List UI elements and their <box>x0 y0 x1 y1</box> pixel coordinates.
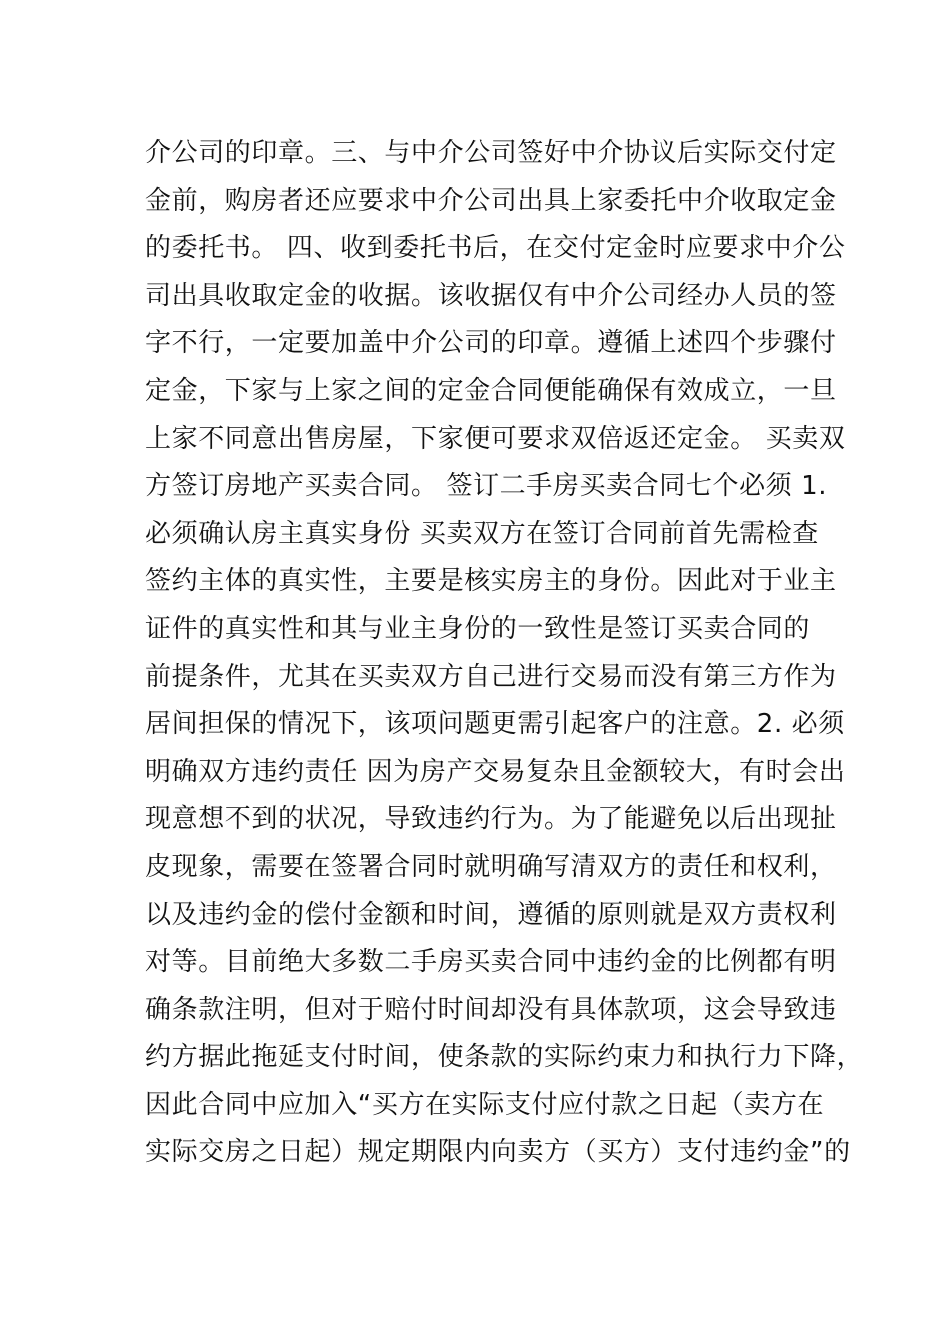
text-line: 皮现象，需要在签署合同时就明确写清双方的责任和权利， <box>145 851 837 882</box>
text-line: 因此合同中应加入“买方在实际支付应付款之日起（卖方在 <box>145 1089 825 1120</box>
text-line: 上家不同意出售房屋，下家便可要求双倍返还定金。 买卖双 <box>145 423 846 454</box>
text-line: 前提条件，尤其在买卖双方自己进行交易而没有第三方作为 <box>145 661 837 692</box>
text-line: 居间担保的情况下，该项问题更需引起客户的注意。2. 必须 <box>145 709 845 740</box>
text-line: 介公司的印章。三、与中介公司签好中介协议后实际交付定 <box>145 138 837 168</box>
text-line: 司出具收取定金的收据。该收据仅有中介公司经办人员的签 <box>145 280 837 311</box>
text-line: 以及违约金的偿付金额和时间，遵循的原则就是双方责权利 <box>145 899 837 930</box>
text-line: 必须确认房主真实身份 买卖双方在签订合同前首先需检查 <box>145 518 819 549</box>
text-line: 对等。目前绝大多数二手房买卖合同中违约金的比例都有明 <box>145 947 837 978</box>
text-line: 签约主体的真实性，主要是核实房主的身份。因此对于业主 <box>145 566 837 597</box>
text-line: 金前，购房者还应要求中介公司出具上家委托中介收取定金 <box>145 185 837 216</box>
text-line: 约方据此拖延支付时间，使条款的实际约束力和执行力下降， <box>145 1042 864 1073</box>
text-line: 明确双方违约责任 因为房产交易复杂且金额较大，有时会出 <box>145 756 846 787</box>
text-line: 实际交房之日起）规定期限内向卖方（买方）支付违约金”的 <box>145 1137 851 1168</box>
text-line: 字不行，一定要加盖中介公司的印章。遵循上述四个步骤付 <box>145 328 837 359</box>
text-line: 确条款注明，但对于赔付时间却没有具体款项，这会导致违 <box>145 994 837 1025</box>
text-line: 方签订房地产买卖合同。 签订二手房买卖合同七个必须 1. <box>145 471 828 502</box>
text-line: 的委托书。 四、收到委托书后，在交付定金时应要求中介公 <box>145 233 846 264</box>
text-line: 证件的真实性和其与业主身份的一致性是签订买卖合同的 <box>145 613 811 644</box>
text-line: 定金，下家与上家之间的定金合同便能确保有效成立，一旦 <box>145 375 837 406</box>
body-text <box>145 130 864 1177</box>
text-line: 现意想不到的状况，导致违约行为。为了能避免以后出现扯 <box>145 804 837 835</box>
